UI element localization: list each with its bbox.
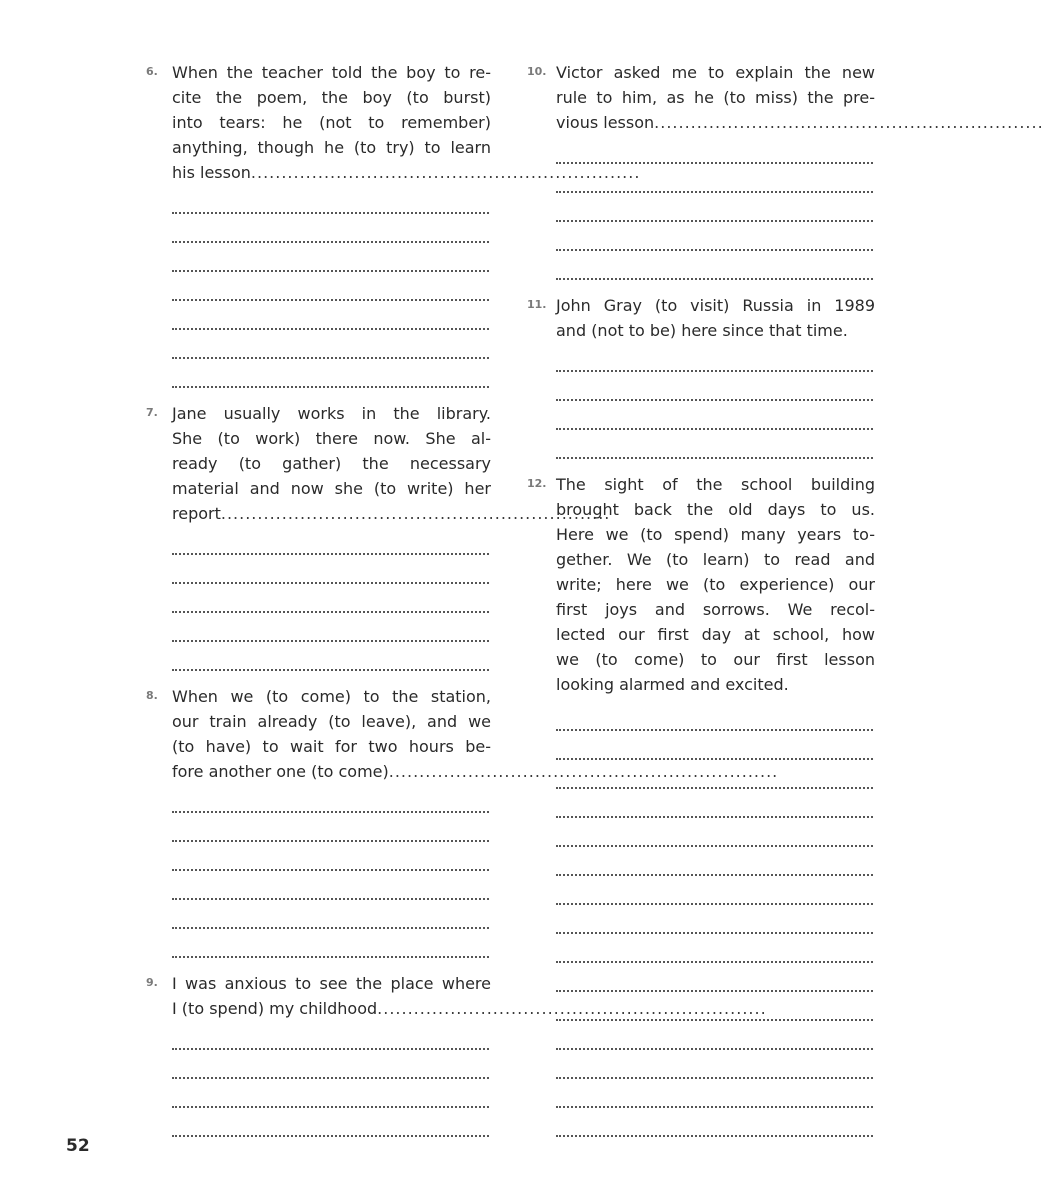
exercise-text-line: fore another one (to come) xyxy=(172,762,389,781)
answer-line[interactable] xyxy=(556,135,873,164)
answer-line[interactable] xyxy=(172,301,489,330)
answer-line[interactable] xyxy=(556,760,873,789)
answer-line[interactable] xyxy=(556,992,873,1021)
answer-line[interactable] xyxy=(172,1108,489,1137)
exercise-text-line: material and now she (to write) her xyxy=(172,479,491,498)
exercise-text-line: ready (to gather) the necessary xyxy=(172,454,491,473)
exercise-text-line: When we (to come) to the station, xyxy=(172,687,491,706)
answer-line[interactable] xyxy=(172,359,489,388)
exercise-text-line: vious lesson xyxy=(556,113,655,132)
exercise-text-line: Here we (to spend) many years to- xyxy=(556,525,875,544)
exercise-text-line: brought back the old days to us. xyxy=(556,500,875,519)
exercise-text-line-with-blank xyxy=(172,759,779,784)
exercise-text-line: I (to spend) my childhood xyxy=(172,999,378,1018)
exercise-text-line: our train already (to leave), and we xyxy=(172,712,491,731)
answer-line[interactable] xyxy=(556,905,873,934)
answer-line[interactable] xyxy=(556,430,873,459)
exercise-text-line: I was anxious to see the place where xyxy=(172,974,491,993)
answer-line[interactable] xyxy=(556,401,873,430)
exercise-number: 9. xyxy=(146,976,158,989)
exercise-11 xyxy=(527,293,875,459)
answer-line[interactable] xyxy=(172,185,489,214)
answer-line[interactable] xyxy=(556,222,873,251)
answer-line[interactable] xyxy=(172,1021,489,1050)
answer-line[interactable] xyxy=(556,876,873,905)
answer-line[interactable] xyxy=(172,584,489,613)
exercise-text-line-with-blank xyxy=(556,110,1044,135)
answer-line[interactable] xyxy=(556,963,873,992)
exercise-text-line: Victor asked me to explain the new xyxy=(556,63,875,82)
answer-line[interactable] xyxy=(172,330,489,359)
exercise-10 xyxy=(527,60,1044,280)
exercise-text-line: first joys and sorrows. We recol- xyxy=(556,600,875,619)
exercise-12 xyxy=(527,472,875,1137)
exercise-text-line: lected our first day at school, how xyxy=(556,625,875,644)
answer-line[interactable] xyxy=(172,929,489,958)
answer-line[interactable] xyxy=(556,1021,873,1050)
exercise-text-line: looking alarmed and excited. xyxy=(556,675,789,694)
exercise-text-line: cite the poem, the boy (to burst) xyxy=(172,88,491,107)
exercise-text-line: gether. We (to learn) to read and xyxy=(556,550,875,569)
answer-line[interactable] xyxy=(556,818,873,847)
answer-line[interactable] xyxy=(172,842,489,871)
answer-line[interactable] xyxy=(556,847,873,876)
exercise-body xyxy=(556,60,1044,280)
exercise-text-line: (to have) to wait for two hours be- xyxy=(172,737,491,756)
right-column xyxy=(527,60,1044,1137)
answer-line[interactable] xyxy=(172,1050,489,1079)
exercise-number: 12. xyxy=(527,477,547,490)
answer-line[interactable] xyxy=(556,343,873,372)
exercise-number: 8. xyxy=(146,689,158,702)
answer-line[interactable] xyxy=(172,613,489,642)
answer-line[interactable] xyxy=(172,813,489,842)
answer-line[interactable] xyxy=(172,555,489,584)
answer-line[interactable] xyxy=(556,934,873,963)
exercise-9 xyxy=(146,971,767,1137)
answer-line[interactable] xyxy=(556,1079,873,1108)
exercise-text-line: anything, though he (to try) to learn xyxy=(172,138,491,157)
exercise-text-line: When the teacher told the boy to re- xyxy=(172,63,491,82)
exercise-text-line-with-blank xyxy=(172,160,641,185)
exercise-body xyxy=(556,472,875,1137)
exercise-text-line: The sight of the school building xyxy=(556,475,875,494)
answer-line[interactable] xyxy=(172,1079,489,1108)
answer-line[interactable] xyxy=(556,702,873,731)
answer-line[interactable] xyxy=(172,214,489,243)
answer-line[interactable] xyxy=(172,900,489,929)
answer-line[interactable] xyxy=(172,272,489,301)
answer-line[interactable] xyxy=(172,871,489,900)
exercise-number: 6. xyxy=(146,65,158,78)
page-number: 52 xyxy=(66,1136,90,1156)
exercise-text-line: and (not to be) here since that time. xyxy=(556,321,848,340)
exercise-text-line: report xyxy=(172,504,221,523)
exercise-body xyxy=(556,293,875,459)
exercise-text-line: She (to work) there now. She al- xyxy=(172,429,491,448)
exercise-number: 10. xyxy=(527,65,547,78)
answer-line[interactable] xyxy=(556,193,873,222)
answer-line[interactable] xyxy=(556,1050,873,1079)
exercise-text-line-with-blank xyxy=(172,501,611,526)
answer-blank-inline[interactable]: ................................................................ xyxy=(250,163,641,182)
exercise-text-line: his lesson xyxy=(172,163,251,182)
exercise-text-line: write; here we (to experience) our xyxy=(556,575,875,594)
answer-line[interactable] xyxy=(556,164,873,193)
exercise-text-line: rule to him, as he (to miss) the pre- xyxy=(556,88,875,107)
answer-line[interactable] xyxy=(172,243,489,272)
answer-blank-inline[interactable]: ................................................................ xyxy=(654,113,1044,132)
answer-blank-inline[interactable]: ................................................................ xyxy=(220,504,611,523)
exercise-text-line: Jane usually works in the library. xyxy=(172,404,491,423)
exercise-text-line: we (to come) to our first lesson xyxy=(556,650,875,669)
exercise-text-line: John Gray (to visit) Russia in 1989 xyxy=(556,296,875,315)
answer-blank-inline[interactable]: ................................................................ xyxy=(388,762,779,781)
answer-line[interactable] xyxy=(556,251,873,280)
answer-line[interactable] xyxy=(172,642,489,671)
exercise-body xyxy=(172,971,767,1137)
answer-line[interactable] xyxy=(172,784,489,813)
answer-line[interactable] xyxy=(556,731,873,760)
answer-line[interactable] xyxy=(556,1108,873,1137)
answer-line[interactable] xyxy=(556,372,873,401)
answer-line[interactable] xyxy=(556,789,873,818)
exercise-text-line: into tears: he (not to remember) xyxy=(172,113,491,132)
answer-blank-inline[interactable]: ................................................................ xyxy=(377,999,767,1018)
answer-line[interactable] xyxy=(172,526,489,555)
exercise-text-line-with-blank xyxy=(172,996,767,1021)
exercise-number: 7. xyxy=(146,406,158,419)
exercise-number: 11. xyxy=(527,298,547,311)
